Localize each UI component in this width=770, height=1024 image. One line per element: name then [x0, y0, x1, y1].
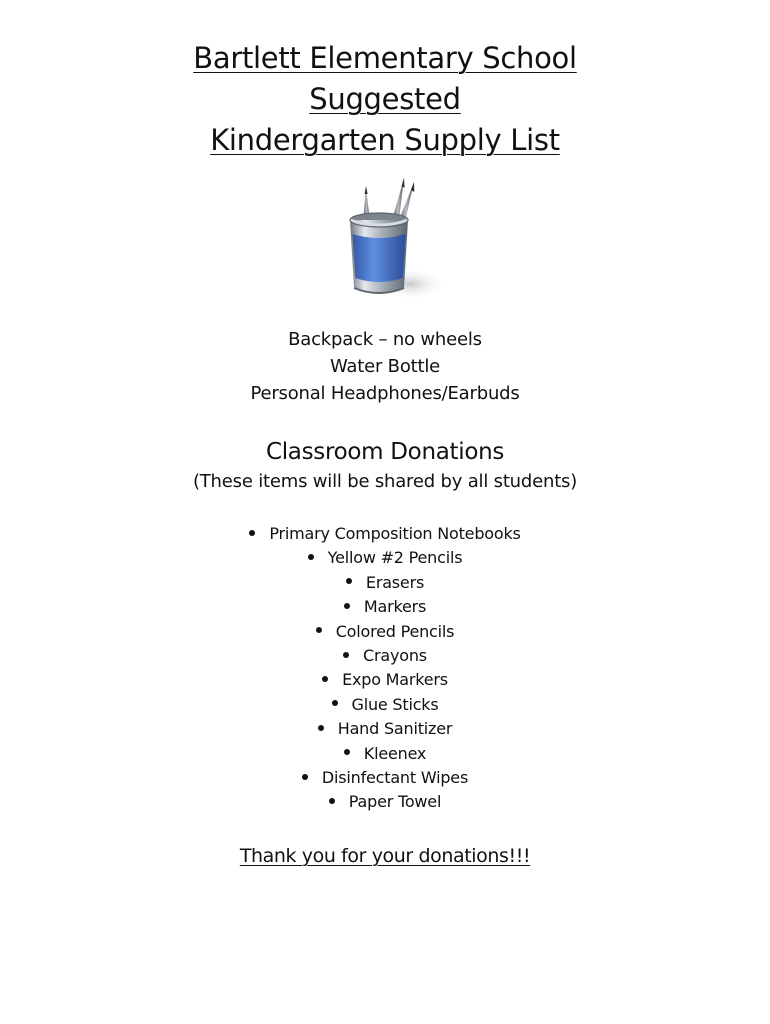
bullet-icon — [344, 749, 350, 755]
donation-item-label: Markers — [363, 597, 427, 617]
donation-item-label: Erasers — [365, 572, 425, 592]
list-item — [0, 644, 770, 668]
personal-item: Personal Headphones/Earbuds — [250, 383, 520, 404]
donation-item-label: Disinfectant Wipes — [321, 768, 469, 788]
donation-item-label: Paper Towel — [348, 792, 442, 812]
donation-item-label: Glue Sticks — [351, 694, 439, 714]
list-item — [0, 693, 770, 717]
bullet-icon — [343, 652, 349, 658]
title-line-list: Kindergarten Supply List — [210, 123, 560, 157]
pencil-cup-icon — [336, 172, 448, 302]
donation-item-label: Yellow #2 Pencils — [327, 548, 463, 568]
donation-item-label: Kleenex — [363, 743, 427, 763]
donation-item-label: Expo Markers — [342, 670, 448, 690]
list-item — [0, 766, 770, 790]
bullet-icon — [318, 725, 324, 731]
list-item — [0, 571, 770, 595]
bullet-icon — [249, 530, 255, 536]
thank-you-note: Thank you for your donations!!! — [239, 845, 531, 867]
bullet-icon — [322, 676, 328, 682]
donations-heading: Classroom Donations — [265, 439, 505, 465]
donation-item-label: Colored Pencils — [335, 621, 455, 641]
bullet-icon — [346, 578, 352, 584]
bullet-icon — [344, 603, 350, 609]
personal-item: Backpack – no wheels — [288, 329, 482, 350]
list-item — [0, 546, 770, 570]
bullet-icon — [316, 627, 322, 633]
bullet-icon — [302, 774, 308, 780]
title-line-suggested: Suggested — [309, 82, 461, 116]
donation-item-label: Crayons — [363, 646, 427, 666]
bullet-icon — [329, 798, 335, 804]
donation-items-list — [0, 522, 770, 815]
personal-items-list — [0, 326, 770, 407]
list-item — [0, 668, 770, 692]
list-item — [0, 742, 770, 766]
list-item — [0, 522, 770, 546]
donation-item-label: Hand Sanitizer — [337, 719, 453, 739]
list-item — [0, 595, 770, 619]
donations-note: (These items will be shared by all students) — [192, 471, 578, 492]
list-item — [0, 790, 770, 814]
donation-item-label: Primary Composition Notebooks — [269, 524, 521, 543]
document-title — [0, 38, 770, 161]
bullet-icon — [308, 554, 314, 560]
list-item — [0, 620, 770, 644]
list-item — [0, 717, 770, 741]
title-line-school: Bartlett Elementary School — [193, 41, 577, 75]
personal-item: Water Bottle — [329, 356, 441, 377]
bullet-icon — [332, 700, 338, 706]
